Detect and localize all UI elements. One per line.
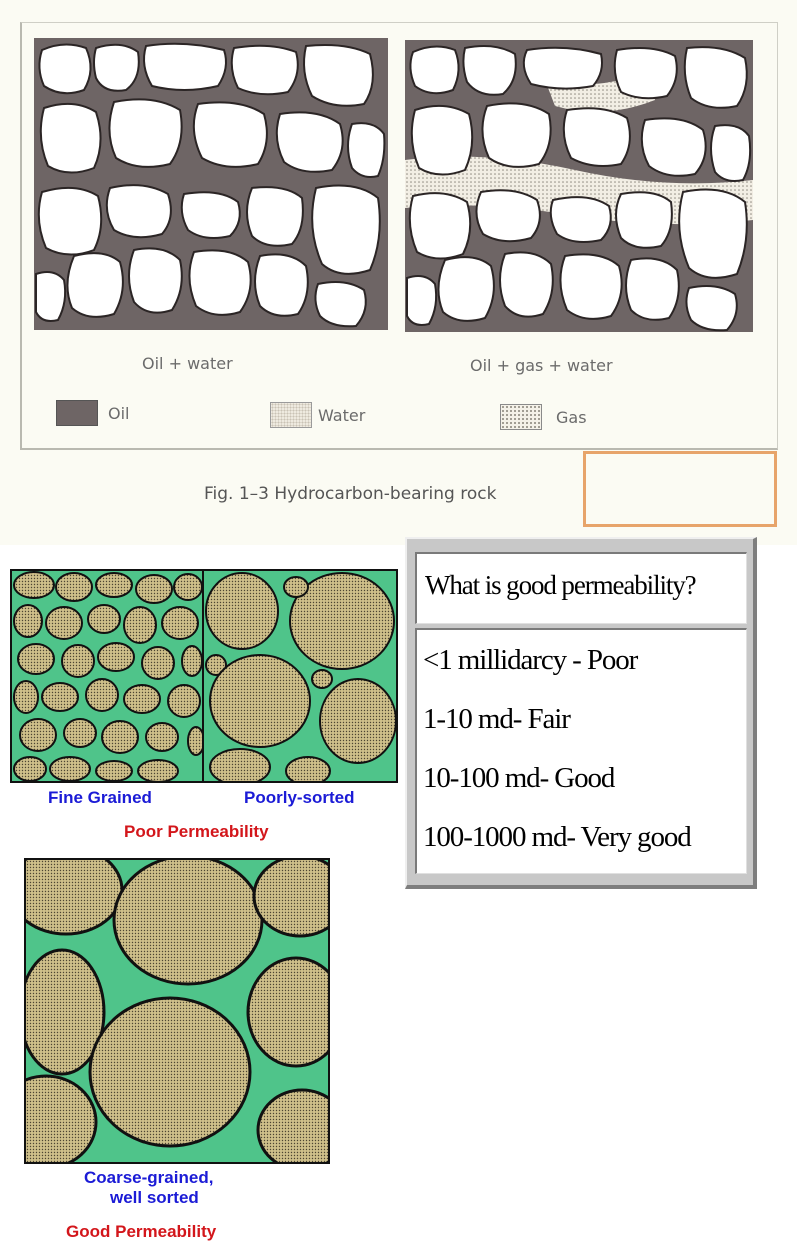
label-poorly-sorted: Poorly-sorted — [244, 788, 355, 807]
table-row-very-good: 100-1000 md- Very good — [423, 821, 691, 853]
panel-poorly-sorted — [202, 569, 398, 783]
coarse-grain-illustration — [26, 860, 328, 1162]
poorly-sorted-illustration — [204, 571, 396, 781]
panel-coarse-well-sorted — [24, 858, 330, 1164]
label-well-sorted: well sorted — [110, 1188, 199, 1207]
panel-fine-grained — [10, 569, 204, 783]
rock-panel-oil-water — [34, 38, 388, 330]
fine-grain-illustration — [12, 571, 202, 781]
highlight-box — [583, 451, 777, 527]
panel-label-oil-gas-water: Oil + gas + water — [470, 356, 613, 375]
legend-swatch-water — [270, 402, 312, 428]
legend-label-oil: Oil — [108, 404, 130, 423]
figure-caption: Fig. 1–3 Hydrocarbon-bearing rock — [204, 484, 497, 504]
panel-label-oil-water: Oil + water — [142, 354, 233, 373]
table-body-cell — [415, 628, 747, 874]
rock-grains-oil-gas-water — [405, 40, 753, 332]
legend-swatch-gas — [500, 404, 542, 430]
legend-swatch-oil — [56, 400, 98, 426]
table-row-fair: 1-10 md- Fair — [423, 703, 570, 735]
table-header: What is good permeability? — [425, 570, 696, 600]
table-header-cell — [415, 552, 747, 624]
permeability-table — [405, 537, 757, 889]
rock-grains-oil-water — [34, 38, 388, 330]
rock-panel-oil-gas-water — [405, 40, 753, 332]
label-fine-grained: Fine Grained — [48, 788, 152, 807]
label-poor-permeability: Poor Permeability — [124, 822, 269, 841]
table-row-good: 10-100 md- Good — [423, 762, 615, 794]
legend-label-gas: Gas — [556, 408, 587, 427]
table-row-poor: <1 millidarcy - Poor — [423, 644, 638, 676]
label-good-permeability: Good Permeability — [66, 1222, 217, 1241]
label-coarse-grained: Coarse-grained, — [84, 1168, 214, 1187]
legend-label-water: Water — [318, 406, 366, 425]
